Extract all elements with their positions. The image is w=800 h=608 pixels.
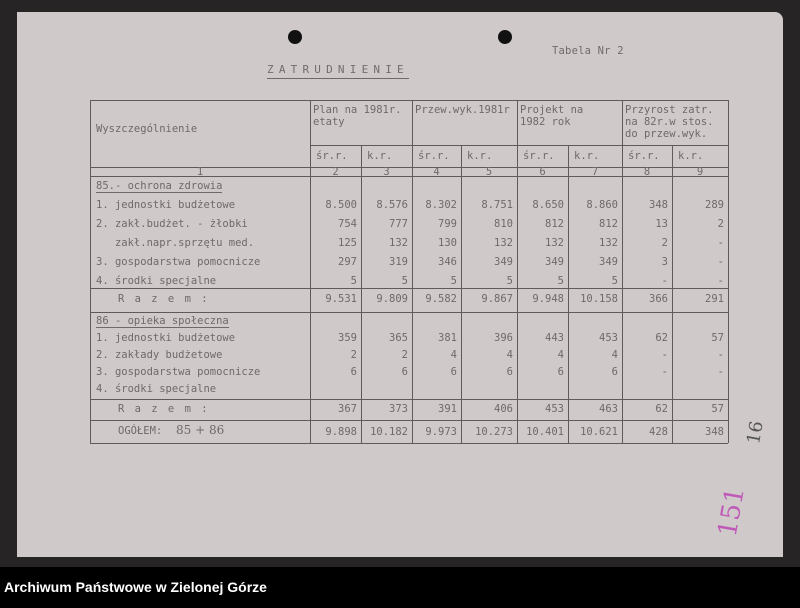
value-cell: 297 — [338, 256, 357, 268]
total-value: 463 — [599, 403, 618, 415]
value-cell: 62 — [655, 332, 668, 344]
total-value: 291 — [705, 293, 724, 305]
total-value: 9.809 — [376, 293, 408, 305]
table-rule — [90, 399, 728, 400]
total-value: 9.582 — [425, 293, 457, 305]
column-number: 2 — [332, 166, 339, 178]
value-cell: 349 — [545, 256, 564, 268]
value-cell: 8.576 — [376, 199, 408, 211]
value-cell: 4 — [450, 349, 457, 361]
column-group-header: Plan na 1981r. — [313, 104, 402, 116]
value-cell: 453 — [599, 332, 618, 344]
column-number: 8 — [643, 166, 651, 178]
column-number: 1 — [196, 166, 204, 178]
value-cell: 365 — [389, 332, 408, 344]
value-cell: 8.860 — [586, 199, 618, 211]
column-group-header: Projekt na — [520, 104, 584, 116]
table-rule — [90, 100, 728, 101]
value-cell: 132 — [545, 237, 564, 249]
column-number: 4 — [433, 166, 440, 178]
archive-name: Archiwum Państwowe w Zielonej Górze — [4, 579, 267, 595]
column-number: 9 — [696, 166, 704, 178]
column-group-header: 1982 rok — [520, 116, 571, 128]
total-value: 367 — [338, 403, 357, 415]
column-subheader: śr.r. — [628, 150, 660, 162]
total-value: 9.531 — [325, 293, 357, 305]
column-number: 5 — [485, 166, 493, 178]
value-cell: - — [661, 366, 668, 378]
value-cell: 6 — [450, 366, 457, 378]
total-value: 62 — [655, 403, 668, 415]
column-group-header: Przew.wyk.1981r — [415, 104, 510, 116]
grand-total-value: 10.273 — [475, 426, 513, 438]
row-label: 4. środki specjalne — [96, 383, 217, 395]
value-cell: 381 — [438, 332, 457, 344]
total-value: 9.867 — [481, 293, 513, 305]
total-value: 391 — [438, 403, 457, 415]
column-subheader: k.r. — [367, 150, 393, 162]
column-group-header: na 82r.w stos. — [625, 116, 714, 128]
total-label: R a z e m : — [118, 293, 210, 305]
value-cell: 3 — [661, 256, 668, 268]
grand-total-value: 428 — [649, 426, 668, 438]
value-cell: 289 — [705, 199, 724, 211]
value-cell: 799 — [438, 218, 457, 230]
value-cell: 348 — [649, 199, 668, 211]
value-cell: 5 — [557, 275, 564, 287]
value-cell: 6 — [350, 366, 357, 378]
row-label: 2. zakłady budżetowe — [96, 349, 223, 361]
grand-total-value: 9.973 — [425, 426, 457, 438]
total-value: 9.948 — [532, 293, 564, 305]
value-cell: 132 — [599, 237, 618, 249]
table-rule — [90, 288, 728, 289]
value-cell: 6 — [611, 366, 618, 378]
section-title: 85.- ochrona zdrowia — [96, 180, 223, 192]
value-cell: 359 — [338, 332, 357, 344]
value-cell: 754 — [338, 218, 357, 230]
handwritten-note-grey: 16 — [743, 419, 768, 446]
value-cell: 2 — [350, 349, 357, 361]
column-group-header: do przew.wyk. — [625, 128, 708, 140]
total-label: R a z e m : — [118, 403, 210, 415]
value-cell: 2 — [401, 349, 408, 361]
value-cell: 6 — [506, 366, 513, 378]
value-cell: - — [661, 275, 668, 287]
value-cell: 349 — [494, 256, 513, 268]
value-cell: 4 — [557, 349, 564, 361]
grand-total-value: 10.182 — [370, 426, 408, 438]
row-label: 1. jednostki budżetowe — [96, 332, 236, 344]
column-subheader: śr.r. — [316, 150, 348, 162]
total-value: 57 — [711, 403, 724, 415]
value-cell: - — [717, 349, 724, 361]
table-rule — [622, 100, 623, 443]
row-label: 4. środki specjalne — [96, 275, 217, 287]
column-subheader: śr.r. — [523, 150, 555, 162]
grand-total-value: 9.898 — [325, 426, 357, 438]
row-label: 2. zakł.budżet. - żłobki — [96, 218, 248, 230]
value-cell: 319 — [389, 256, 408, 268]
column-number: 6 — [539, 166, 546, 178]
table-rule — [728, 100, 729, 443]
value-cell: 13 — [655, 218, 668, 230]
value-cell: 346 — [438, 256, 457, 268]
value-cell: 5 — [401, 275, 408, 287]
value-cell: 8.751 — [481, 199, 513, 211]
value-cell: 57 — [711, 332, 724, 344]
column-group-header: Przyrost zatr. — [625, 104, 714, 116]
column-subheader: k.r. — [678, 150, 704, 162]
value-cell: 812 — [545, 218, 564, 230]
column-group-header: etaty — [313, 116, 345, 128]
value-cell: 396 — [494, 332, 513, 344]
value-cell: 5 — [350, 275, 357, 287]
document-page — [17, 12, 783, 557]
value-cell: 810 — [494, 218, 513, 230]
total-value: 366 — [649, 293, 668, 305]
table-number: Tabela Nr 2 — [552, 45, 624, 57]
table-rule — [90, 100, 91, 443]
value-cell: 6 — [557, 366, 564, 378]
total-value: 373 — [389, 403, 408, 415]
value-cell: 8.500 — [325, 199, 357, 211]
punch-hole — [498, 30, 512, 44]
table-rule — [310, 145, 728, 146]
column-subheader: śr.r. — [418, 150, 450, 162]
value-cell: 443 — [545, 332, 564, 344]
value-cell: 4 — [506, 349, 513, 361]
value-cell: 6 — [401, 366, 408, 378]
value-cell: 5 — [506, 275, 513, 287]
table-rule — [90, 443, 728, 444]
total-value: 406 — [494, 403, 513, 415]
value-cell: 125 — [338, 237, 357, 249]
grand-total-value: 10.401 — [526, 426, 564, 438]
grand-total-value: 348 — [705, 426, 724, 438]
value-cell: - — [661, 349, 668, 361]
column-subheader: k.r. — [574, 150, 600, 162]
section-title: 86 - opieka społeczna — [96, 315, 229, 327]
value-cell: - — [717, 256, 724, 268]
grand-total-label: OGÓŁEM: — [118, 425, 163, 437]
row-label: 3. gospodarstwa pomocnicze — [96, 256, 261, 268]
total-value: 10.158 — [580, 293, 618, 305]
grand-total-value: 10.621 — [580, 426, 618, 438]
table-rule — [517, 100, 518, 443]
value-cell: - — [717, 237, 724, 249]
row-label: zakł.napr.sprzętu med. — [96, 237, 255, 249]
document-title: ZATRUDNIENIE — [267, 63, 409, 79]
value-cell: 8.650 — [532, 199, 564, 211]
row-label: 3. gospodarstwa pomocnicze — [96, 366, 261, 378]
table-rule — [90, 420, 728, 421]
table-rule — [310, 100, 311, 443]
column-number: 7 — [591, 166, 599, 178]
table-rule — [412, 100, 413, 443]
value-cell: 777 — [389, 218, 408, 230]
value-cell: 4 — [611, 349, 618, 361]
value-cell: 132 — [494, 237, 513, 249]
value-cell: - — [717, 275, 724, 287]
value-cell: 8.302 — [425, 199, 457, 211]
value-cell: 5 — [450, 275, 457, 287]
value-cell: 5 — [611, 275, 618, 287]
value-cell: 349 — [599, 256, 618, 268]
value-cell: 2 — [717, 218, 724, 230]
handwritten-note-pink: 151 — [712, 484, 751, 540]
table-rule — [90, 312, 728, 313]
column-number: 3 — [383, 166, 390, 178]
punch-hole — [288, 30, 302, 44]
value-cell: 812 — [599, 218, 618, 230]
archive-footer — [0, 567, 800, 608]
value-cell: 130 — [438, 237, 457, 249]
handwritten-grand-total-note: 85 + 86 — [176, 423, 225, 437]
value-cell: 132 — [389, 237, 408, 249]
column-header-description: Wyszczególnienie — [96, 123, 198, 135]
column-subheader: k.r. — [467, 150, 493, 162]
row-label: 1. jednostki budżetowe — [96, 199, 236, 211]
total-value: 453 — [545, 403, 564, 415]
value-cell: - — [717, 366, 724, 378]
value-cell: 2 — [661, 237, 668, 249]
